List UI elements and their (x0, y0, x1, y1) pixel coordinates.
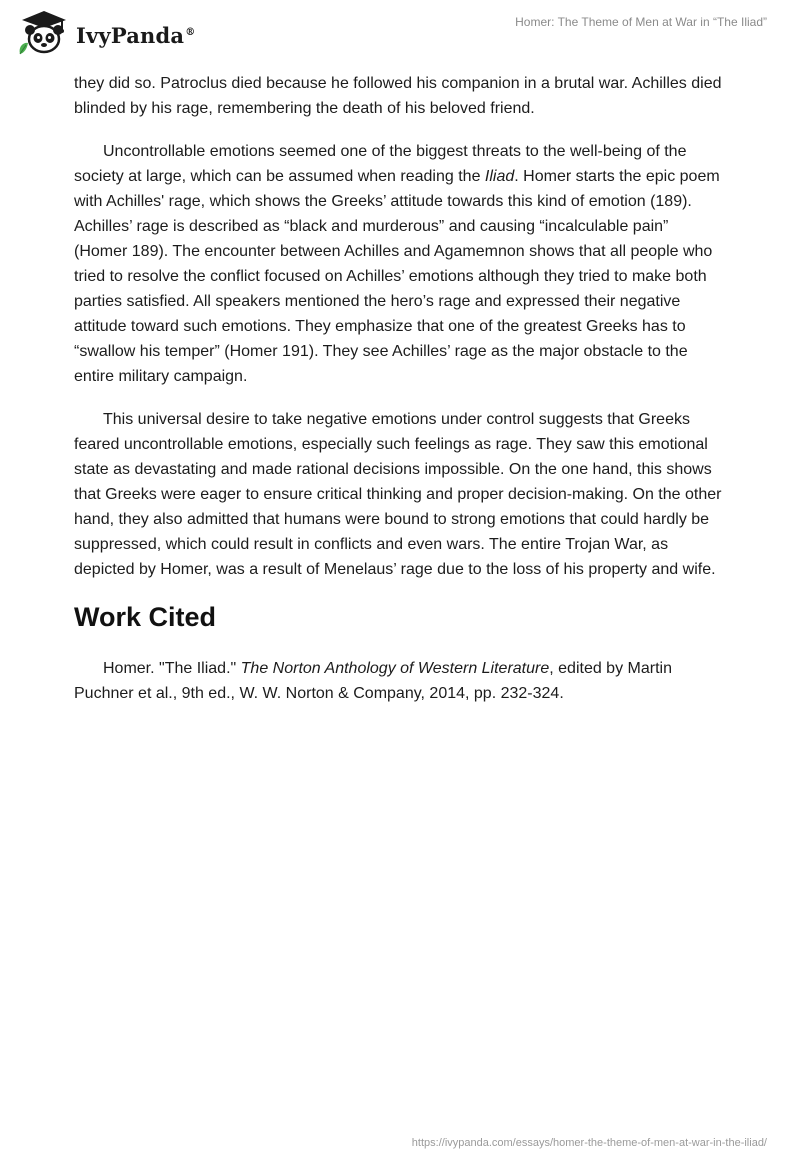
paragraph: Uncontrollable emotions seemed one of the biggest threats to the well-being of the society at large, which can be assumed when reading the Iliad. Homer starts the epic poem with Achilles' rage, which shows the Greeks’ attitude towards this kind of emotion (189). Achilles’ rage is described as “black and murderous” and causing “incalculable pain” (Homer 189). The encounter between Achilles and Agamemnon shows that all people who tried to resolve the conflict focused on Achilles’ emotions although they tried to make both parties satisfied. All speakers mentioned the hero’s rage and expressed their negative attitude toward such emotions. They emphasize that one of the greatest Greeks has to “swallow his temper” (Homer 191). They see Achilles’ rage as the major obstacle to the entire military campaign. (74, 143, 720, 385)
italic-title: Iliad (484, 168, 515, 185)
essay-content (74, 71, 726, 724)
citation: Homer. "The Iliad." The Norton Anthology of Western Literature, edited by Martin Puchner et al., 9th ed., W. W. Norton & Company, 2014, pp. 232-324. (74, 660, 672, 702)
italic-title: The Norton Anthology of Western Literature (240, 660, 550, 677)
paragraph: they did so. Patroclus died because he followed his companion in a brutal war. Achilles died blinded by his rage, remembering the death of his beloved friend. (74, 75, 722, 117)
panda-graduation-cap-icon (14, 8, 74, 58)
logo-wordmark: IvyPanda® (76, 22, 196, 48)
ivypanda-logo[interactable] (14, 8, 195, 58)
works-cited-heading: Work Cited (74, 602, 217, 632)
page-header (0, 0, 800, 70)
footer-url[interactable]: https://ivypanda.com/essays/homer-the-theme-of-men-at-war-in-the-iliad/ (411, 1137, 767, 1149)
document-title: Homer: The Theme of Men at War in “The Iliad” (515, 15, 767, 29)
paragraph: This universal desire to take negative emotions under control suggests that Greeks feared uncontrollable emotions, especially such feelings as rage. They saw this emotional state as devastating and made rational decisions impossible. On the one hand, this shows that Greeks were eager to ensure critical thinking and proper decision-making. On the other hand, they also admitted that humans were bound to strong emotions that could hardly be suppressed, which could result in conflicts and even wars. The entire Trojan War, as depicted by Homer, was a result of Menelaus’ rage due to the loss of his property and wife. (74, 411, 722, 578)
